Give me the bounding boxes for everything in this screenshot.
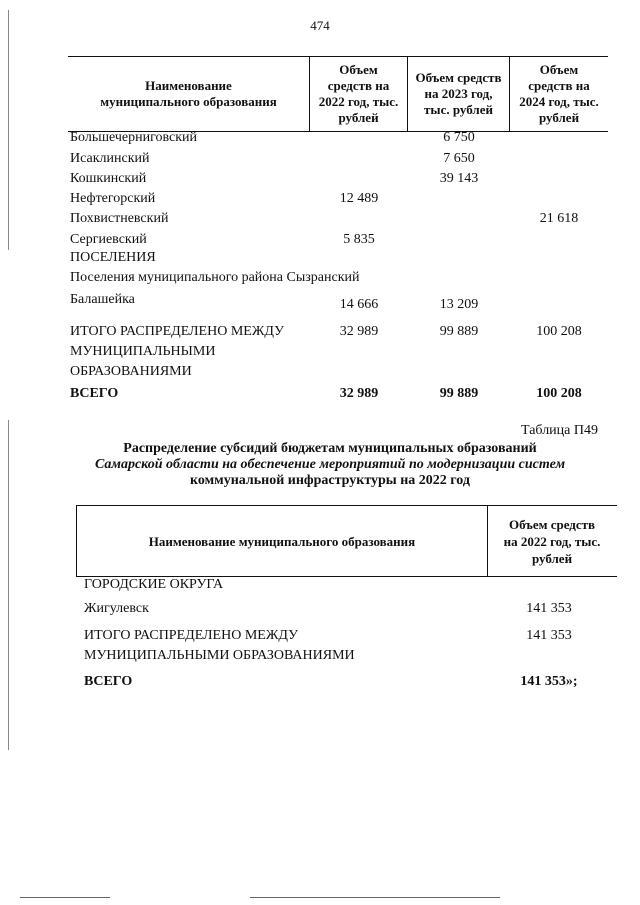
grand-total-2022: 32 989 xyxy=(339,386,379,401)
row-value-2022: 141 353 xyxy=(526,601,572,616)
table1-header-2022: Объем средств на 2022 год, тыс. рублей xyxy=(310,57,408,131)
table1-header-2024: Объем средств на 2024 год, тыс. рублей xyxy=(519,62,599,125)
total-distributed-2023: 99 889 xyxy=(439,324,479,339)
table-title-line2: Самарской области на обеспечение мероприятий по модернизации систем xyxy=(94,457,566,472)
row-name: ПОСЕЛЕНИЯ xyxy=(70,250,156,265)
row-value-2023: 39 143 xyxy=(439,171,479,186)
page-number: 474 xyxy=(310,18,330,33)
table2-header-name: Наименование муниципального образования xyxy=(77,506,488,576)
group-heading-label: ГОРОДСКИЕ ОКРУГА xyxy=(84,577,224,592)
grand-total-label: ВСЕГО xyxy=(70,386,119,401)
row-value-2023: 13 209 xyxy=(439,297,479,312)
grand-total-2024: 100 208 xyxy=(536,386,582,401)
row-value-2023: 7 650 xyxy=(443,151,475,166)
scan-margin-line xyxy=(8,10,9,250)
row-name: Жигулевск xyxy=(84,601,149,616)
table2-header-2022: Объем средств на 2022 год, тыс. рублей xyxy=(503,516,601,566)
table-title-line1: Распределение субсидий бюджетам муниципальных образований xyxy=(123,441,537,456)
row-name: Похвистневский xyxy=(70,211,169,226)
grand-total-label: ВСЕГО xyxy=(84,674,133,689)
row-name: Нефтегорский xyxy=(70,191,156,206)
row-name: Кошкинский xyxy=(70,171,147,186)
grand-total-2022: 141 353»; xyxy=(520,674,578,689)
row-value-2022: 5 835 xyxy=(343,232,375,247)
table-title xyxy=(40,441,620,489)
row-name: Балашейка xyxy=(70,292,135,307)
table1-header xyxy=(68,56,608,132)
table1-header-2023: Объем средств на 2023 год, тыс. рублей xyxy=(408,57,510,131)
total-distributed-label: ИТОГО РАСПРЕДЕЛЕНО МЕЖДУ МУНИЦИПАЛЬНЫМИ ОБРАЗОВАНИЯМИ xyxy=(84,628,355,663)
row-name: Поселения муниципального района Сызранский xyxy=(70,270,360,285)
scan-bottom-line xyxy=(250,897,500,898)
total-distributed-2022: 32 989 xyxy=(339,324,379,339)
scan-margin-line xyxy=(8,420,9,750)
table1-header-name: Наименование муниципального образования xyxy=(68,57,310,131)
total-distributed-2022: 141 353 xyxy=(526,628,572,643)
row-value-2023: 6 750 xyxy=(443,130,475,145)
row-name: Исаклинский xyxy=(70,151,150,166)
table-title-line3: коммунальной инфраструктуры на 2022 год xyxy=(190,473,470,488)
row-value-2022: 12 489 xyxy=(339,191,379,206)
grand-total-2023: 99 889 xyxy=(439,386,479,401)
row-value-2022: 14 666 xyxy=(339,297,379,312)
scan-bottom-line xyxy=(20,897,110,898)
table2-header xyxy=(76,505,617,577)
row-name: Сергиевский xyxy=(70,232,147,247)
row-value-2024: 21 618 xyxy=(539,211,579,226)
row-name: Большечерниговский xyxy=(70,130,198,145)
total-distributed-2024: 100 208 xyxy=(536,324,582,339)
total-distributed-label: ИТОГО РАСПРЕДЕЛЕНО МЕЖДУ МУНИЦИПАЛЬНЫМИ ОБРАЗОВАНИЯМИ xyxy=(70,324,284,379)
table-caption: Таблица П49 xyxy=(521,423,598,438)
